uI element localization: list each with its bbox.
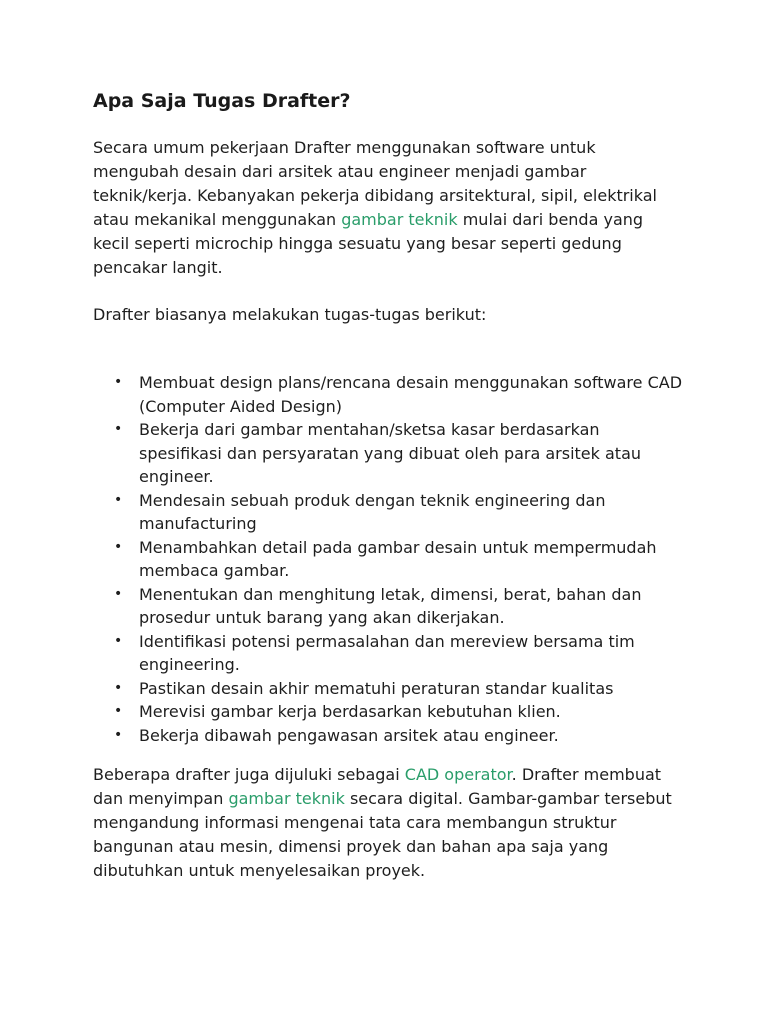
task-text: Menentukan dan menghitung letak, dimensi, berat, bahan dan prosedur untuk barang yang akan dikerjakan. <box>139 584 642 627</box>
task-text: Bekerja dibawah pengawasan arsitek atau engineer. <box>139 725 559 745</box>
task-text: Menambahkan detail pada gambar desain untuk mempermudah membaca gambar. <box>139 537 657 580</box>
closing-text-part1: Beberapa drafter juga dijuluki sebagai <box>93 765 405 784</box>
closing-paragraph <box>93 763 683 883</box>
article <box>93 88 683 880</box>
gambar-teknik-link-2[interactable]: gambar teknik <box>228 789 345 808</box>
intro-text-before-link: Secara umum pekerjaan Drafter menggunakan software untuk mengubah desain dari arsitek atau engineer menjadi gambar teknik/kerja. Kebanyakan pekerja dibidang arsitektural, sipil, elektrikal atau mekanikal menggunakan <box>93 138 657 229</box>
task-item <box>93 536 683 583</box>
bullet-icon: • <box>114 703 123 719</box>
lead-in-paragraph: Drafter biasanya melakukan tugas-tugas berikut: <box>93 305 487 324</box>
task-text: Membuat design plans/rencana desain menggunakan software CAD (Computer Aided Design) <box>139 373 683 416</box>
gambar-teknik-link[interactable]: gambar teknik <box>341 210 458 229</box>
bullet-icon: • <box>114 585 123 602</box>
task-text: Pastikan desain akhir mematuhi peraturan standar kualitas <box>139 678 614 698</box>
task-item <box>93 371 683 418</box>
task-text: Merevisi gambar kerja berdasarkan kebutuhan klien. <box>139 702 561 721</box>
task-item <box>93 630 683 677</box>
task-item <box>93 583 683 630</box>
task-text: Mendesain sebuah produk dengan teknik engineering dan manufacturing <box>139 490 606 533</box>
task-item <box>93 724 683 748</box>
closing-text-part2: . Drafter membuat dan menyimpan <box>93 765 662 808</box>
cad-operator-link[interactable]: CAD operator <box>404 765 512 784</box>
task-text: Bekerja dari gambar mentahan/sketsa kasar berdasarkan spesifikasi dan persyaratan yang dibuat oleh para arsitek atau engineer. <box>139 420 642 486</box>
task-item <box>93 677 683 701</box>
task-item <box>93 700 683 724</box>
article-title: Apa Saja Tugas Drafter? <box>93 90 351 112</box>
task-item <box>93 489 683 536</box>
task-item <box>93 418 683 489</box>
closing-text-part3: secara digital. Gambar-gambar tersebut mengandung informasi mengenai tata cara membangun struktur bangunan atau mesin, dimensi proyek dan bahan apa saja yang dibutuhkan untuk menyelesaikan proyek. <box>93 789 672 880</box>
intro-paragraph <box>93 136 683 280</box>
intro-text-after-link: mulai dari benda yang kecil seperti microchip hingga sesuatu yang besar seperti gedung pencakar langit. <box>93 210 644 277</box>
bullet-icon: • <box>114 632 123 649</box>
bullet-icon: • <box>114 726 123 743</box>
bullet-icon: • <box>114 679 123 696</box>
bullet-icon: • <box>114 538 123 555</box>
bullet-icon: • <box>114 374 123 390</box>
bullet-icon: • <box>114 491 123 508</box>
task-list <box>93 371 683 747</box>
task-text: Identifikasi potensi permasalahan dan mereview bersama tim engineering. <box>139 631 635 674</box>
bullet-icon: • <box>114 421 123 437</box>
